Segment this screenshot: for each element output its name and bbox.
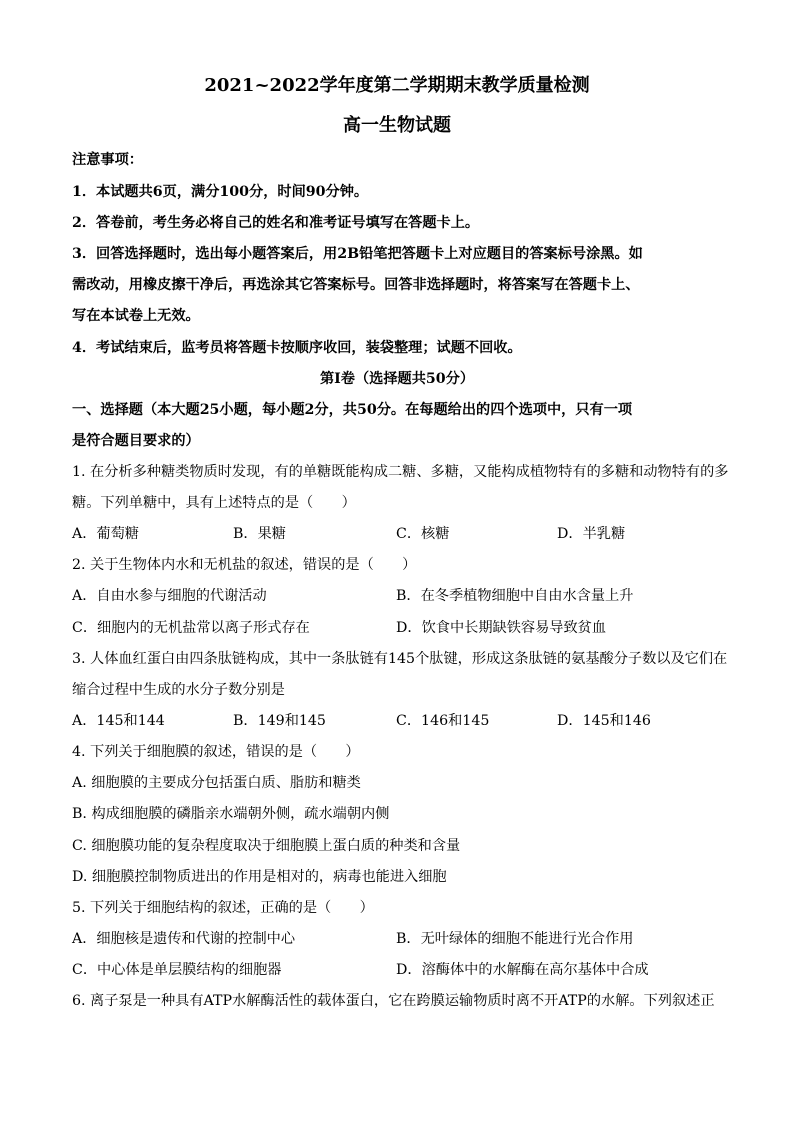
question-stem: 4. 下列关于细胞膜的叙述，错误的是（ ）	[72, 744, 360, 760]
part-title: 第Ⅰ卷（选择题共50分）	[319, 371, 475, 387]
exam-title: 2021~2022学年度第二学期期末教学质量检测	[204, 75, 590, 96]
option-a: A．自由水参与细胞的代谢活动	[72, 588, 267, 604]
option-b: B．在冬季植物细胞中自由水含量上升	[396, 588, 634, 604]
option-d: D．饮食中长期缺铁容易导致贫血	[396, 620, 607, 636]
notes-heading: 注意事项：	[72, 152, 143, 168]
question-stem: 糖。下列单糖中，具有上述特点的是（ ）	[72, 495, 356, 511]
question-stem: 1. 在分析多种糖类物质时发现，有的单糖既能构成二糖、多糖，又能构成植物特有的多糖和动物特有的多	[72, 464, 729, 480]
question-stem: 缩合过程中生成的水分子数分别是	[72, 682, 285, 698]
option-b: B．149和145	[233, 713, 326, 729]
question-stem: 5. 下列关于细胞结构的叙述，正确的是（ ）	[72, 900, 374, 916]
section-heading: 一、选择题（本大题25小题，每小题2分，共50分。在每题给出的四个选项中，只有一项	[72, 402, 633, 418]
option-a: A．细胞核是遗传和代谢的控制中心	[72, 931, 296, 947]
note-item: 1．本试题共6页，满分100分，时间90分钟。	[72, 184, 369, 200]
question-stem: 2. 关于生物体内水和无机盐的叙述，错误的是（ ）	[72, 557, 417, 573]
note-item: 2．答卷前，考生务必将自己的姓名和准考证号填写在答题卡上。	[72, 215, 480, 231]
exam-subtitle: 高一生物试题	[343, 115, 451, 136]
note-item: 写在本试卷上无效。	[72, 308, 200, 324]
note-item: 3．回答选择题时，选出每小题答案后，用2B铅笔把答题卡上对应题目的答案标号涂黑。如	[72, 246, 643, 262]
option-d: D．145和146	[557, 713, 651, 729]
option-d: D. 细胞膜控制物质进出的作用是相对的，病毒也能进入细胞	[72, 869, 447, 885]
note-item: 需改动，用橡皮擦干净后，再选涂其它答案标号。回答非选择题时，将答案写在答题卡上、	[72, 277, 640, 293]
option-b: B．果糖	[233, 526, 286, 542]
option-a: A．葡萄糖	[72, 526, 139, 542]
section-heading: 是符合题目要求的）	[72, 433, 200, 449]
option-c: C．细胞内的无机盐常以离子形式存在	[72, 620, 310, 636]
option-a: A．145和144	[72, 713, 165, 729]
option-c: C．146和145	[396, 713, 490, 729]
option-a: A. 细胞膜的主要成分包括蛋白质、脂肪和糖类	[72, 775, 361, 791]
question-stem: 6. 离子泵是一种具有ATP水解酶活性的载体蛋白，它在跨膜运输物质时离不开ATP的水解。下列叙述正	[72, 993, 715, 1009]
note-item: 4．考试结束后，监考员将答题卡按顺序收回，装袋整理；试题不回收。	[72, 340, 522, 356]
option-c: C. 细胞膜功能的复杂程度取决于细胞膜上蛋白质的种类和含量	[72, 838, 461, 854]
option-c: C．核糖	[396, 526, 450, 542]
option-d: D．溶酶体中的水解酶在高尔基体中合成	[396, 962, 649, 978]
option-d: D．半乳糖	[557, 526, 626, 542]
option-b: B．无叶绿体的细胞不能进行光合作用	[396, 931, 634, 947]
option-c: C．中心体是单层膜结构的细胞器	[72, 962, 282, 978]
question-stem: 3. 人体血红蛋白由四条肽链构成，其中一条肽链有145个肽键，形成这条肽链的氨基酸分子数以及它们在	[72, 651, 728, 667]
option-b: B. 构成细胞膜的磷脂亲水端朝外侧，疏水端朝内侧	[72, 806, 390, 822]
